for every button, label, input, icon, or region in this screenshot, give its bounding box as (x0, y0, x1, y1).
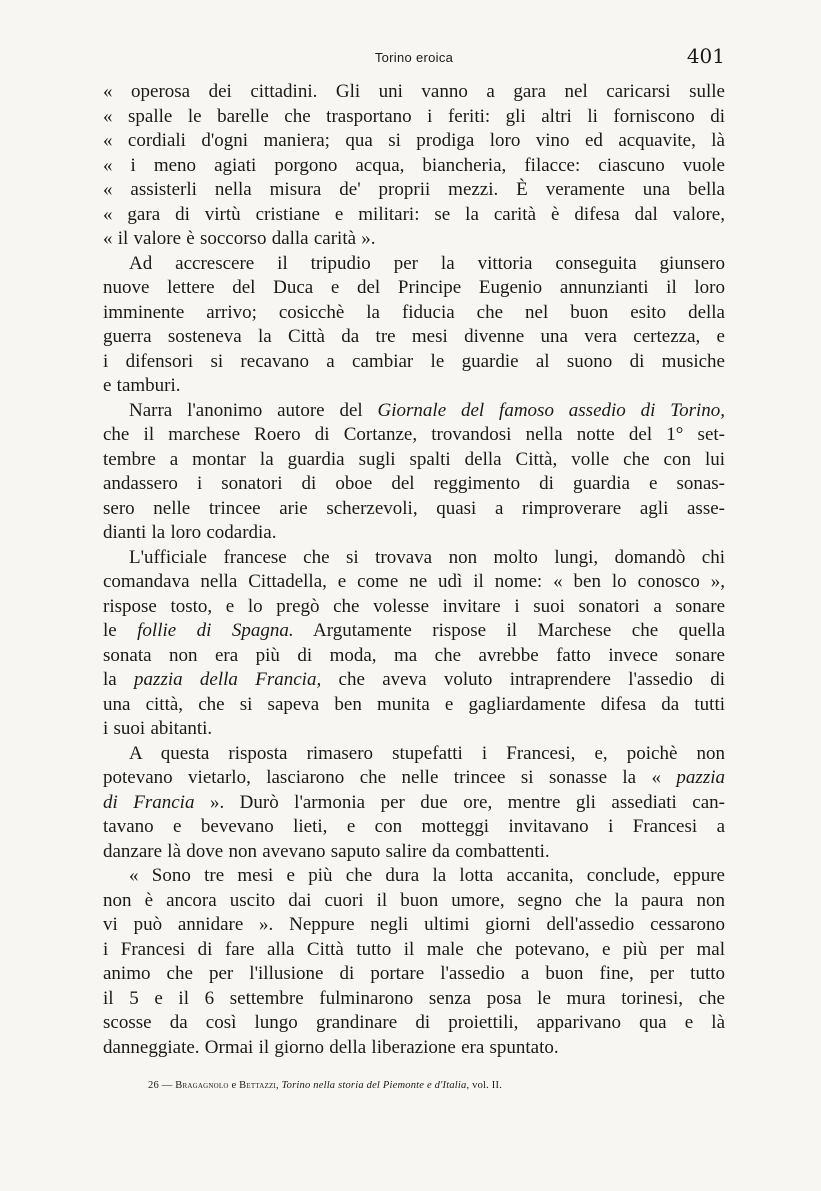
text-line: sero nelle trincee arie scherzevoli, quasi a rimproverare agli asse- (103, 497, 725, 519)
text-line: Ad accrescere il tripudio per la vittoria conseguita giunsero (129, 252, 725, 274)
text-segment: la (103, 669, 117, 690)
text-line: tembre a montar la guardia sugli spalti della Città, volle che con lui (103, 448, 725, 470)
text-line: dianti la loro codardia. (103, 522, 277, 543)
text-line: « assisterli nella misura de' proprii mezzi. È veramente una bella (103, 179, 725, 200)
signature-number: 26 (148, 1080, 159, 1091)
body-text (103, 80, 725, 1060)
text-line: scosse da così lungo grandinare di proiettili, apparivano qua e là (103, 1012, 725, 1033)
text-line (103, 766, 725, 791)
text-line: una città, che si sapeva ben munita e gagliardamente difesa da tutti (103, 693, 725, 715)
text-line: sonata non era più di moda, ma che avrebbe fatto invece sonare (103, 644, 725, 666)
page-number: 401 (686, 44, 725, 68)
footer-book-title: Torino nella storia del Piemonte e d'Italia, (281, 1080, 470, 1091)
footer-author-1: Bragagnolo (175, 1080, 229, 1091)
text-line: vi può annidare ». Neppure negli ultimi giorni dell'assedio cessarono (103, 914, 725, 935)
text-line: e tamburi. (103, 375, 181, 396)
text-line: « il valore è soccorso dalla carità ». (103, 228, 376, 249)
footer-conjunction: e (231, 1080, 237, 1091)
text-line: non è ancora uscito dai cuori il buon umore, segno che la paura non (103, 889, 725, 911)
text-line: danneggiate. Ormai il giorno della liberazione era spuntato. (103, 1036, 559, 1058)
text-line: imminente arrivo; cosicchè la fiducia che nel buon esito della (103, 301, 725, 323)
text-segment: ». Durò l'armonia per due ore, mentre gli assediati can- (209, 791, 725, 813)
text-segment: Narra l'anonimo autore del (129, 399, 363, 421)
text-segment: potevano vietarlo, lasciarono che nelle trincee si sonasse la « (103, 767, 662, 788)
text-line: rispose tosto, e lo pregò che volesse invitare i suoi sonatori a sonare (103, 595, 725, 617)
footer-author-2: Bettazzi, (239, 1080, 279, 1091)
text-line: animo che per l'illusione di portare l'assedio a buon fine, per tutto (103, 963, 725, 984)
text-line: « gara di virtù cristiane e militari: se la carità è difesa dal valore, (103, 203, 725, 225)
italic-title: Giornale del famoso assedio di Torino, (377, 399, 726, 421)
text-line: A questa risposta rimasero stupefatti i Francesi, e, poichè non (129, 742, 725, 764)
text-line: comandava nella Cittadella, e come ne udì il nome: « ben lo conosco », (103, 571, 725, 592)
text-segment: le (103, 620, 117, 641)
text-line (103, 399, 725, 424)
text-line: il 5 e il 6 settembre fulminarono senza posa le mura torinesi, che (103, 987, 725, 1009)
running-head (103, 44, 725, 74)
signature-footer (148, 1080, 748, 1091)
text-line: andassero i sonatori di oboe del reggimento di guardia e sonas- (103, 473, 725, 494)
italic-phrase: pazzia (676, 767, 725, 788)
text-line (103, 668, 725, 693)
italic-phrase: di Francia (103, 791, 195, 813)
text-line (103, 619, 725, 644)
text-line: i suoi abitanti. (103, 718, 213, 739)
text-segment: Argutamente rispose il Marchese che quella (313, 620, 726, 641)
italic-phrase: follie di Spagna. (137, 620, 294, 641)
footer-dash: — (161, 1080, 173, 1091)
text-line: danzare là dove non avevano saputo salire da combattenti. (103, 840, 550, 862)
text-line: « Sono tre mesi e più che dura la lotta accanita, conclude, eppure (129, 865, 725, 886)
running-title: Torino eroica (374, 50, 454, 65)
text-line: « cordiali d'ogni maniera; qua si prodiga loro vino ed acquavite, là (103, 130, 725, 151)
text-line: L'ufficiale francese che si trovava non molto lungi, domandò chi (129, 546, 725, 568)
text-segment: che aveva voluto intraprendere l'assedio di (338, 669, 726, 690)
text-line: nuove lettere del Duca e del Principe Eugenio annunzianti il loro (103, 277, 725, 298)
text-line: i difensori si recavano a cambiar le guardie al suono di musiche (103, 350, 725, 372)
footer-volume: vol. II. (472, 1080, 503, 1091)
italic-phrase: pazzia della Francia, (134, 669, 322, 690)
text-line: i Francesi di fare alla Città tutto il male che potevano, e più per mal (103, 938, 725, 960)
text-line: tavano e bevevano lieti, e con motteggi invitavano i Francesi a (103, 816, 725, 837)
text-line: che il marchese Roero di Cortanze, trovandosi nella notte del 1° set- (103, 424, 725, 445)
text-line: guerra sosteneva la Città da tre mesi divenne una vera certezza, e (103, 326, 725, 347)
text-line: « spalle le barelle che trasportano i feriti: gli altri li forniscono di (103, 105, 725, 127)
text-line: « operosa dei cittadini. Gli uni vanno a gara nel caricarsi sulle (103, 81, 725, 102)
text-line (103, 791, 725, 816)
text-line: « i meno agiati porgono acqua, biancheria, filacce: ciascuno vuole (103, 154, 725, 176)
